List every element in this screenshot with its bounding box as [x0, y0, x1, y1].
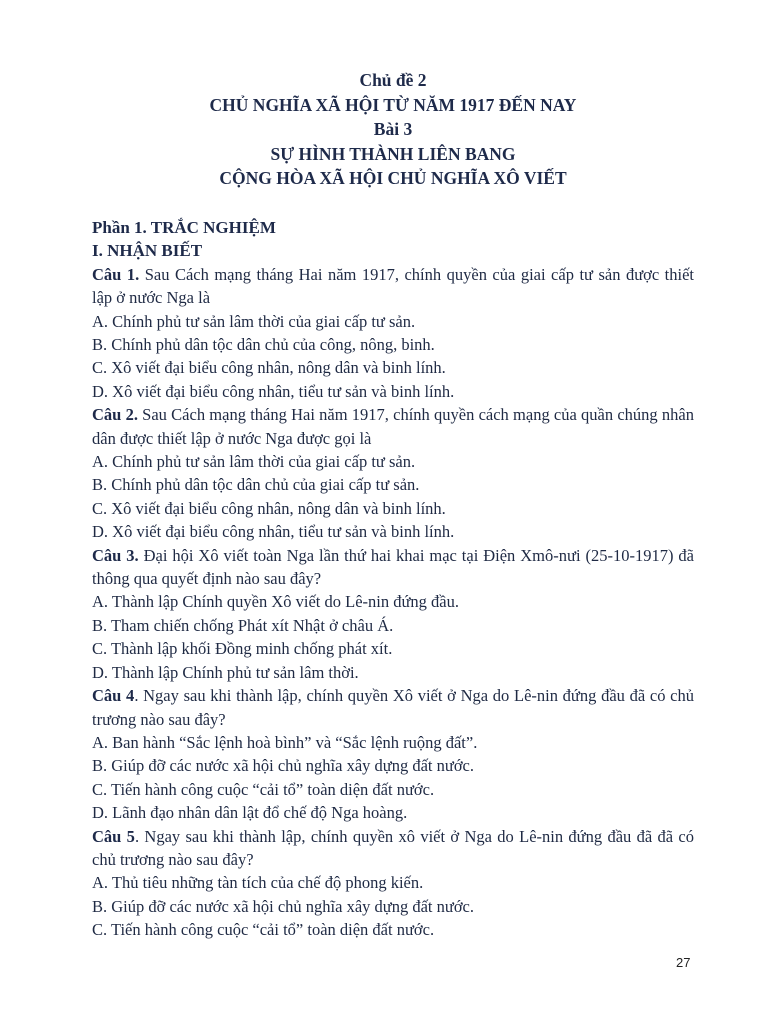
answer-option-c: C. Tiến hành công cuộc “cải tổ” toàn diện đất nước.: [92, 920, 435, 940]
answer-option-d: D. Xô viết đại biểu công nhân, tiểu tư sản và binh lính.: [92, 381, 455, 401]
lesson-label: Bài 3: [373, 119, 413, 140]
question-stem: [92, 684, 694, 731]
question-3: [92, 544, 694, 684]
question-number: Câu 5: [92, 826, 135, 846]
answer-option-c: C. Thành lập khối Đồng minh chống phát xít.: [92, 639, 393, 659]
question-stem: [92, 403, 694, 450]
question-stem: [92, 825, 694, 872]
topic-title: CHỦ NGHĨA XÃ HỘI TỪ NĂM 1917 ĐẾN NAY: [209, 94, 577, 115]
question-text: Sau Cách mạng tháng Hai năm 1917, chính quyền cách mạng của quần chúng nhân dân được thiết lập ở nước Nga được gọi là: [92, 405, 694, 448]
question-number: Câu 1.: [92, 264, 140, 284]
page-number: 27: [676, 955, 691, 970]
question-2: [92, 403, 694, 543]
question-4: [92, 684, 694, 824]
level-title: I. NHẬN BIẾT: [92, 241, 203, 261]
answer-option-d: D. Xô viết đại biểu công nhân, tiểu tư sản và binh lính.: [92, 522, 455, 542]
question-5: [92, 825, 694, 942]
question-1: [92, 263, 694, 403]
lesson-title-line-1: SỰ HÌNH THÀNH LIÊN BANG: [270, 143, 516, 164]
question-number: Câu 3.: [92, 545, 139, 565]
lesson-title-line-2: CỘNG HÒA XÃ HỘI CHỦ NGHĨA XÔ VIẾT: [219, 168, 567, 189]
document-heading: [92, 68, 694, 191]
question-number: Câu 4: [92, 686, 135, 706]
question-text: Đại hội Xô viết toàn Nga lần thứ hai khai mạc tại Điện Xmô-nưi (25-10-1917) đã thông qua quyết định nào sau đây?: [92, 545, 694, 589]
question-list: [92, 263, 694, 942]
question-text: . Ngay sau khi thành lập, chính quyền xô viết ở Nga do Lê-nin đứng đầu đã đã có chủ trương nào sau đây?: [92, 826, 695, 869]
answer-option-c: C. Tiến hành công cuộc “cải tổ” toàn diện đất nước.: [92, 779, 435, 799]
answer-option-a: A. Chính phủ tư sản lâm thời của giai cấp tư sản.: [92, 311, 416, 331]
question-stem: [92, 263, 694, 310]
answer-option-a: A. Chính phủ tư sản lâm thời của giai cấp tư sản.: [92, 452, 416, 472]
answer-option-b: B. Chính phủ dân tộc dân chủ của công, nông, binh.: [92, 335, 435, 354]
answer-option-b: B. Chính phủ dân tộc dân chủ của giai cấp tư sản.: [92, 475, 420, 495]
document-page: [92, 68, 694, 942]
answer-option-b: B. Tham chiến chống Phát xít Nhật ở châu Á.: [92, 615, 394, 635]
answer-option-b: B. Giúp đỡ các nước xã hội chủ nghĩa xây dựng đất nước.: [92, 756, 474, 776]
answer-option-a: A. Ban hành “Sắc lệnh hoà bình” và “Sắc lệnh ruộng đất”.: [92, 732, 478, 752]
question-stem: [92, 544, 694, 591]
question-text: Sau Cách mạng tháng Hai năm 1917, chính quyền của giai cấp tư sản được thiết lập ở nước Nga là: [92, 264, 695, 308]
part-title: Phần 1. TRẮC NGHIỆM: [92, 217, 276, 237]
answer-option-c: C. Xô viết đại biểu công nhân, nông dân và binh lính.: [92, 498, 446, 518]
spacer: [92, 191, 694, 216]
answer-option-b: B. Giúp đỡ các nước xã hội chủ nghĩa xây dựng đất nước.: [92, 896, 474, 916]
topic-label: Chủ đề 2: [359, 70, 427, 90]
answer-option-a: A. Thủ tiêu những tàn tích của chế độ phong kiến.: [92, 873, 424, 893]
question-text: . Ngay sau khi thành lập, chính quyền Xô viết ở Nga do Lê-nin đứng đầu đã có chủ trương nào sau đây?: [92, 686, 694, 729]
answer-option-d: D. Thành lập Chính phủ tư sản lâm thời.: [92, 662, 359, 682]
answer-option-c: C. Xô viết đại biểu công nhân, nông dân và binh lính.: [92, 358, 446, 378]
question-number: Câu 2.: [92, 405, 138, 425]
answer-option-a: A. Thành lập Chính quyền Xô viết do Lê-nin đứng đầu.: [92, 592, 459, 612]
answer-option-d: D. Lãnh đạo nhân dân lật đổ chế độ Nga hoàng.: [92, 803, 408, 823]
